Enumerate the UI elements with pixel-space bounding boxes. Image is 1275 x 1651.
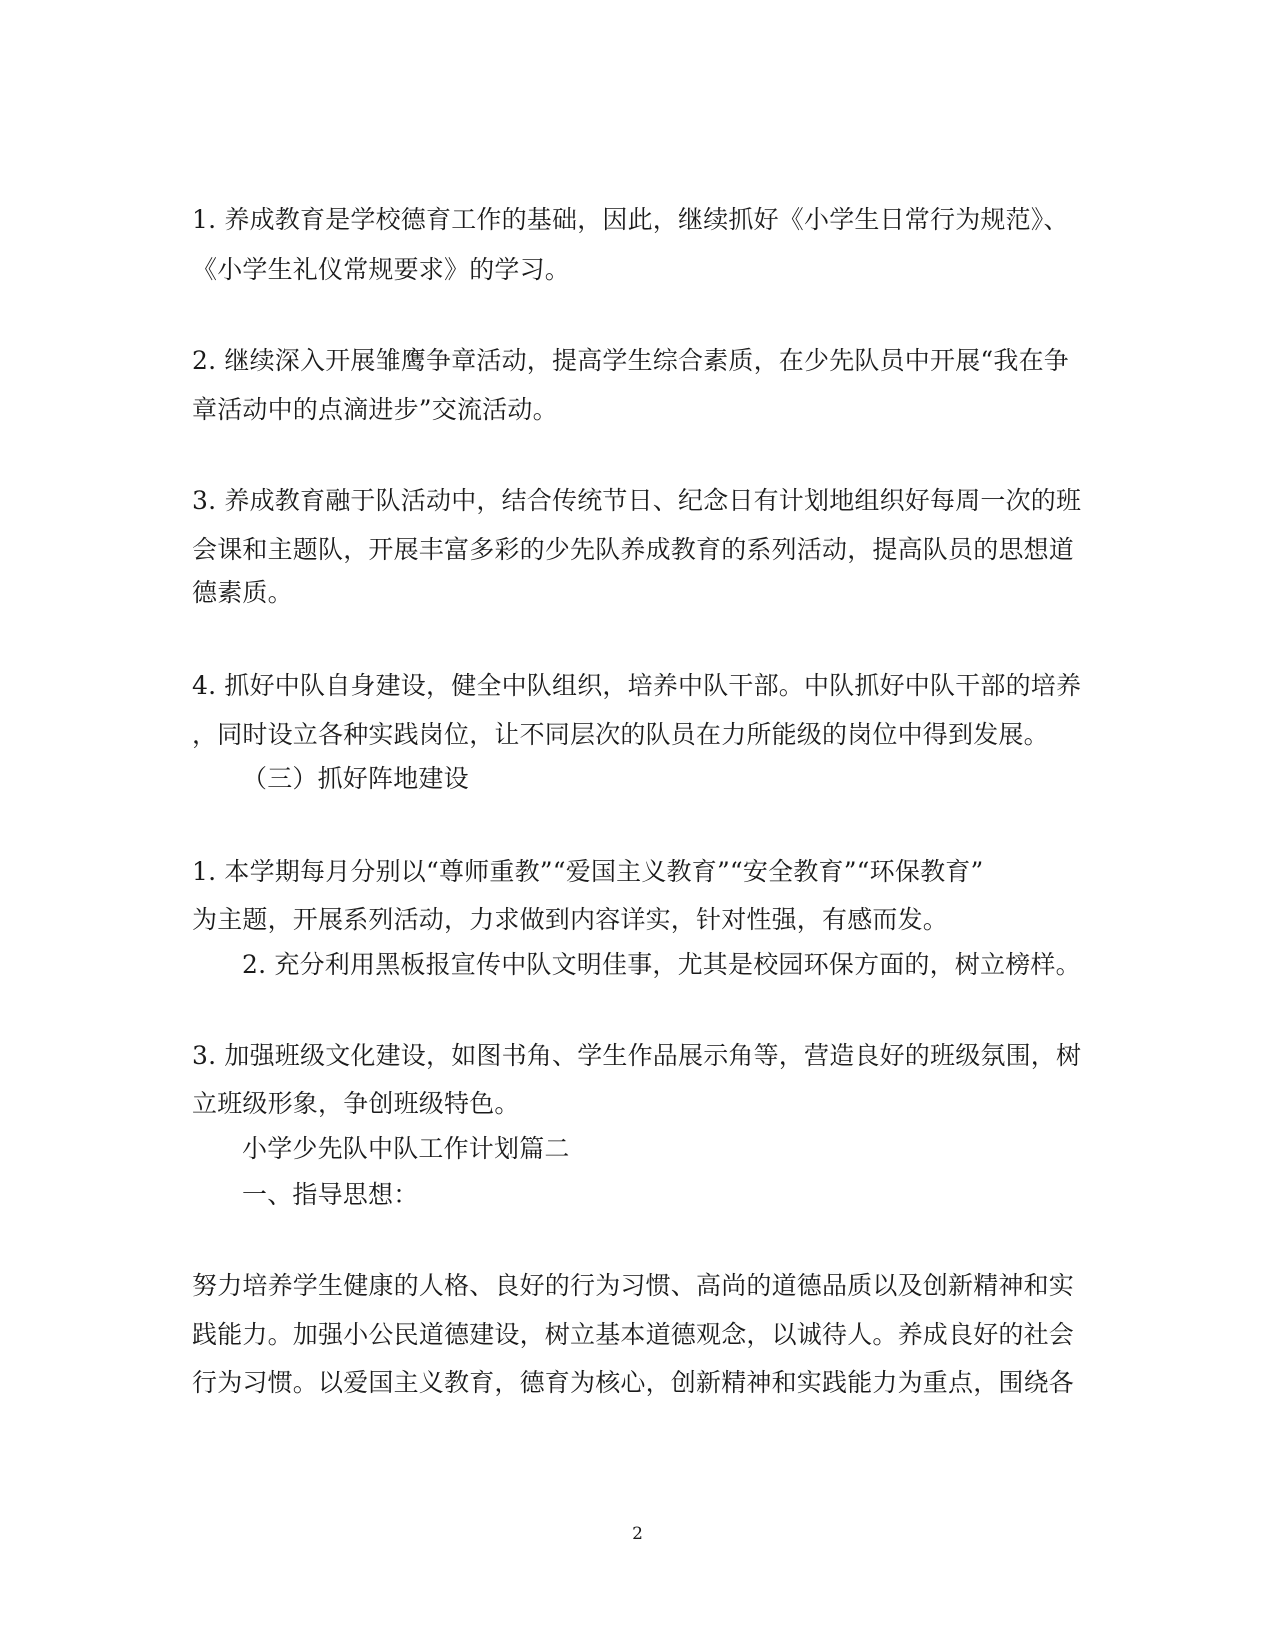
page-number: 2 <box>632 1524 643 1544</box>
section-title: 小学少先队中队工作计划篇二 <box>242 1134 570 1163</box>
section-heading: （三）抓好阵地建设 <box>242 764 469 793</box>
text-line: 2. 继续深入开展雏鹰争章活动，提高学生综合素质，在少先队员中开展“我在争 <box>192 346 1069 375</box>
text-line: ，同时设立各种实践岗位，让不同层次的队员在力所能级的岗位中得到发展。 <box>192 720 1049 749</box>
text-line: 4. 抓好中队自身建设，健全中队组织，培养中队干部。中队抓好中队干部的培养 <box>192 671 1082 700</box>
text-line: 行为习惯。以爱国主义教育，德育为核心，创新精神和实践能力为重点，围绕各 <box>192 1368 1075 1397</box>
section-heading: 一、指导思想： <box>242 1180 419 1209</box>
text-line: 《小学生礼仪常规要求》的学习。 <box>192 255 571 284</box>
text-line: 1. 养成教育是学校德育工作的基础，因此，继续抓好《小学生日常行为规范》、 <box>192 205 1069 234</box>
text-line: 1. 本学期每月分别以“尊师重教”“爱国主义教育”“安全教育”“环保教育” <box>192 857 984 886</box>
text-line: 3. 加强班级文化建设，如图书角、学生作品展示角等，营造良好的班级氛围，树 <box>192 1041 1082 1070</box>
text-line: 2. 充分利用黑板报宣传中队文明佳事，尤其是校园环保方面的，树立榜样。 <box>242 950 1081 979</box>
text-line: 为主题，开展系列活动，力求做到内容详实，针对性强，有感而发。 <box>192 905 949 934</box>
text-line: 章活动中的点滴进步”交流活动。 <box>192 395 558 424</box>
text-line: 德素质。 <box>192 578 293 607</box>
text-line: 会课和主题队，开展丰富多彩的少先队养成教育的系列活动，提高队员的思想道 <box>192 535 1075 564</box>
text-line: 践能力。加强小公民道德建设，树立基本道德观念，以诚待人。养成良好的社会 <box>192 1320 1075 1349</box>
text-line: 努力培养学生健康的人格、良好的行为习惯、高尚的道德品质以及创新精神和实 <box>192 1271 1075 1300</box>
text-line: 3. 养成教育融于队活动中，结合传统节日、纪念日有计划地组织好每周一次的班 <box>192 486 1082 515</box>
text-line: 立班级形象，争创班级特色。 <box>192 1089 520 1118</box>
